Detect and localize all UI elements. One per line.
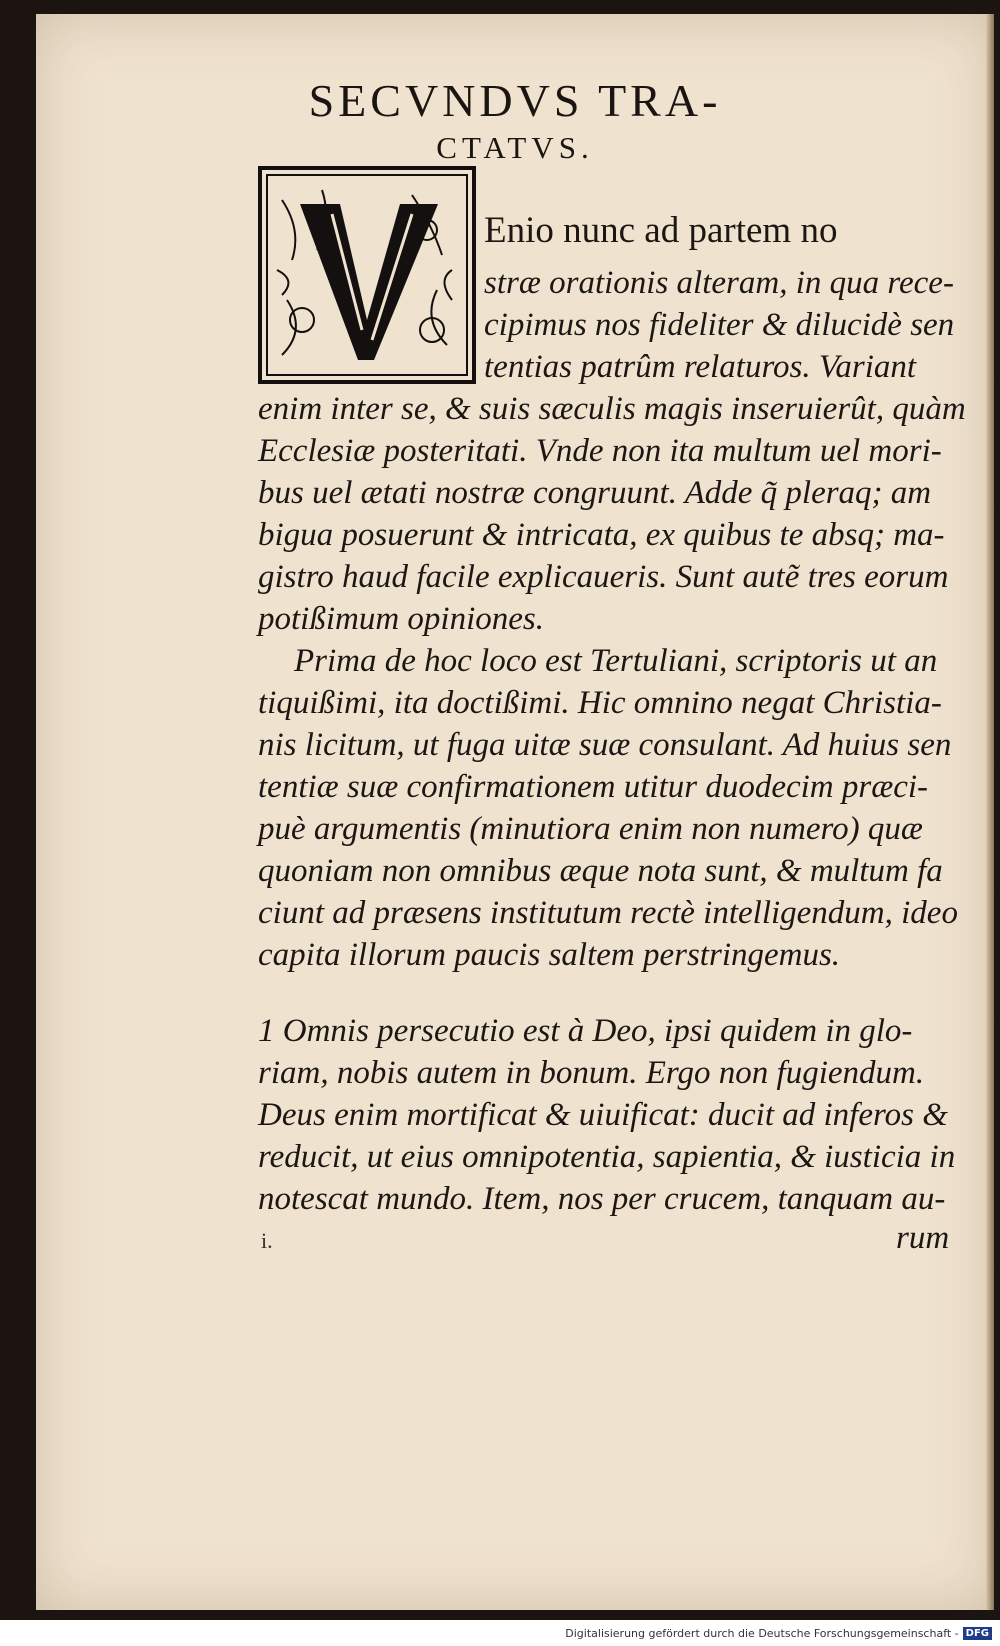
text-line-22: reducit, ut eius omnipotentia, sapientia, & iusticia in (258, 1139, 956, 1175)
running-title-line2: CTATVS. (436, 130, 594, 165)
signature-mark: i. (261, 1228, 273, 1253)
initial-v-ornament (262, 170, 472, 380)
text-line-8: bigua posuerunt & intricata, ex quibus te absq; ma- (258, 517, 945, 553)
catchword: rum (896, 1220, 950, 1256)
text-line-20: riam, nobis autem in bonum. Ergo non fugiendum. (258, 1055, 925, 1091)
text-line-19: 1 Omnis persecutio est à Deo, ipsi quidem in glo- (258, 1013, 913, 1049)
text-line-18: capita illorum paucis saltem perstringemus. (258, 937, 841, 973)
page-edge (986, 14, 994, 1610)
book-page (36, 14, 994, 1610)
text-line-14: tentiæ suæ confirmationem utitur duodecim præci- (258, 769, 929, 805)
text-line-2: stræ orationis alteram, in qua rece- (484, 265, 954, 301)
decorated-initial-v (258, 166, 476, 384)
text-line-17: ciunt ad præsens institutum rectè intelligendum, ideo (258, 895, 958, 931)
text-line-3: cipimus nos fideliter & dilucidè sen (484, 307, 955, 343)
text-line-16: quoniam non omnibus æque nota sunt, & multum fa (258, 853, 943, 889)
text-line-7: bus uel ætati nostræ congruunt. Adde q̃ pleraq; am (258, 475, 932, 511)
text-line-13: nis licitum, ut fuga uitæ suæ consulant. Ad huius sen (258, 727, 952, 763)
text-line-21: Deus enim mortificat & uiuificat: ducit ad inferos & (258, 1097, 948, 1133)
text-line-23: notescat mundo. Item, nos per crucem, tanquam au- (258, 1181, 946, 1217)
text-line-10: potißimum opiniones. (258, 601, 544, 637)
text-line-1: Enio nunc ad partem no (484, 210, 838, 251)
text-line-4: tentias patrûm relaturos. Variant (484, 349, 917, 385)
running-title-line1: SECVNDVS TRA- (308, 75, 722, 126)
text-line-12: tiquißimi, ita doctißimi. Hic omnino negat Christia- (258, 685, 942, 721)
text-line-11: Prima de hoc loco est Tertuliani, scriptoris ut an (294, 643, 938, 679)
text-line-6: Ecclesiæ posteritati. Vnde non ita multum uel mori- (258, 433, 942, 469)
text-line-15: puè argumentis (minutiora enim non numero) quæ (258, 811, 923, 847)
digitization-footer (565, 1624, 992, 1642)
dfg-logo: DFG (963, 1627, 992, 1640)
text-line-5: enim inter se, & suis sæculis magis inseruierût, quàm (258, 391, 966, 427)
text-line-9: gistro haud facile explicaueris. Sunt autẽ tres eorum (258, 559, 949, 595)
footer-credit-text: Digitalisierung gefördert durch die Deutsche Forschungsgemeinschaft - (565, 1626, 959, 1640)
